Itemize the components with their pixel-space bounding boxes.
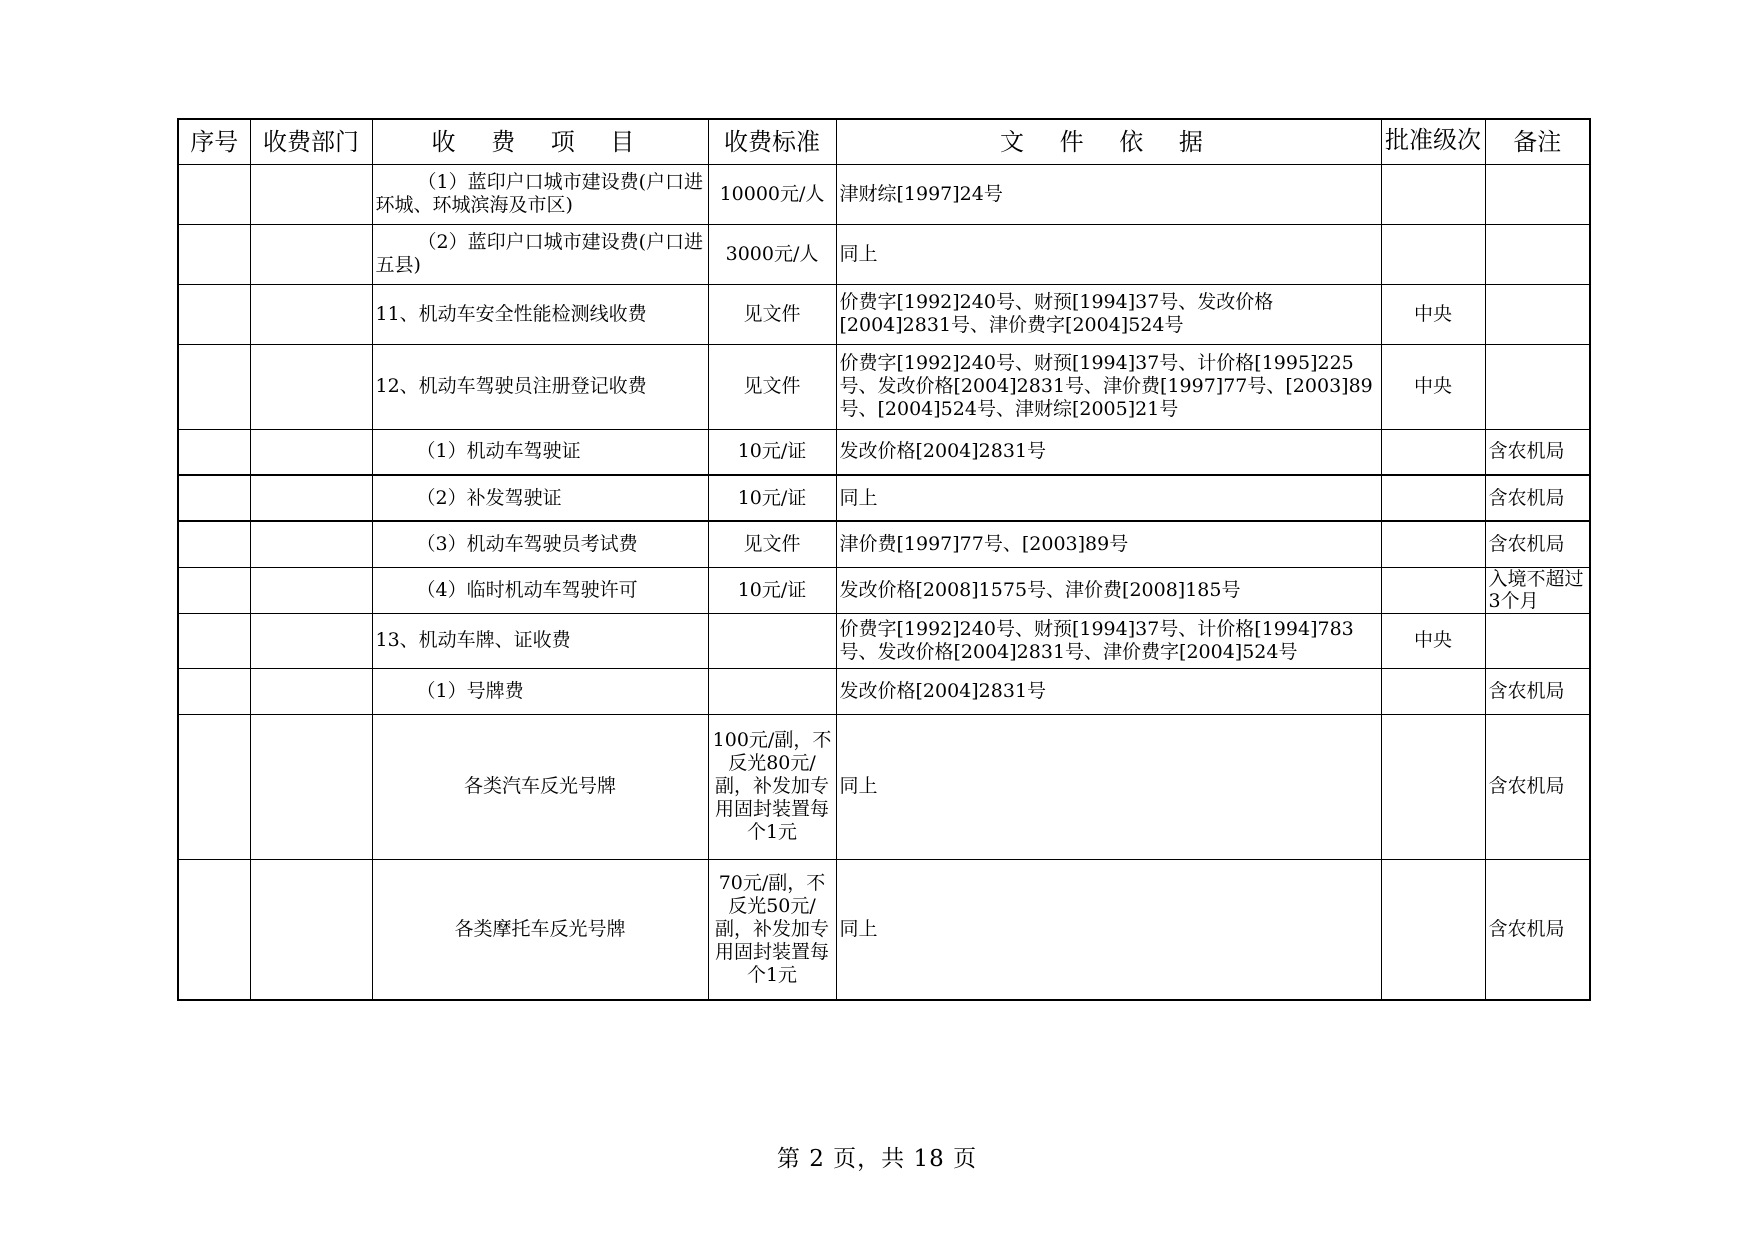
remark-cell: 含农机局 xyxy=(1485,429,1590,475)
dept-cell xyxy=(250,164,372,224)
remark-cell xyxy=(1485,284,1590,344)
seq-cell xyxy=(178,613,250,668)
basis-cell: 发改价格[2004]2831号 xyxy=(836,668,1381,714)
remark-cell xyxy=(1485,224,1590,284)
seq-cell xyxy=(178,284,250,344)
table-row xyxy=(178,429,1590,475)
basis-cell: 价费字[1992]240号、财预[1994]37号、计价格[1994]783号、发改价格[2004]2831号、津价费字[2004]524号 xyxy=(836,613,1381,668)
remark-text: 入境不超过3个月 xyxy=(1488,568,1584,612)
basis-cell: 同上 xyxy=(836,859,1381,1000)
remark-cell: 含农机局 xyxy=(1485,714,1590,859)
remark-cell xyxy=(1485,344,1590,429)
dept-cell xyxy=(250,521,372,567)
remark-cell xyxy=(1485,567,1590,613)
header-row xyxy=(178,119,1590,164)
standard-cell: 100元/副，不反光80元/副，补发加专用固封装置每个1元 xyxy=(708,714,836,859)
approval-cell: 中央 xyxy=(1381,344,1485,429)
header-dept: 收费部门 xyxy=(250,119,372,164)
header-basis: 文 件 依 据 xyxy=(836,119,1381,164)
item-cell: （1）机动车驾驶证 xyxy=(372,429,708,475)
approval-cell xyxy=(1381,224,1485,284)
basis-cell: 同上 xyxy=(836,475,1381,521)
approval-cell xyxy=(1381,475,1485,521)
seq-cell xyxy=(178,521,250,567)
standard-cell: 见文件 xyxy=(708,344,836,429)
standard-cell: 10000元/人 xyxy=(708,164,836,224)
approval-cell: 中央 xyxy=(1381,613,1485,668)
dept-cell xyxy=(250,859,372,1000)
table-row xyxy=(178,344,1590,429)
item-cell: 11、机动车安全性能检测线收费 xyxy=(372,284,708,344)
item-cell: （1）蓝印户口城市建设费(户口进环城、环城滨海及市区) xyxy=(372,164,708,224)
dept-cell xyxy=(250,613,372,668)
basis-cell: 同上 xyxy=(836,714,1381,859)
header-item: 收 费 项 目 xyxy=(372,119,708,164)
table-row xyxy=(178,859,1590,1000)
seq-cell xyxy=(178,164,250,224)
table-row xyxy=(178,164,1590,224)
dept-cell xyxy=(250,284,372,344)
table-row xyxy=(178,668,1590,714)
seq-cell xyxy=(178,224,250,284)
page-footer: 第 2 页，共 18 页 xyxy=(776,1146,978,1172)
basis-cell: 发改价格[2008]1575号、津价费[2008]185号 xyxy=(836,567,1381,613)
approval-cell xyxy=(1381,567,1485,613)
item-cell: （2）补发驾驶证 xyxy=(372,475,708,521)
header-standard: 收费标准 xyxy=(708,119,836,164)
seq-cell xyxy=(178,668,250,714)
item-cell: 13、机动车牌、证收费 xyxy=(372,613,708,668)
standard-cell: 10元/证 xyxy=(708,475,836,521)
remark-cell: 含农机局 xyxy=(1485,475,1590,521)
standard-cell: 10元/证 xyxy=(708,429,836,475)
remark-cell: 含农机局 xyxy=(1485,668,1590,714)
table-row xyxy=(178,567,1590,613)
standard-cell: 10元/证 xyxy=(708,567,836,613)
dept-cell xyxy=(250,224,372,284)
dept-cell xyxy=(250,668,372,714)
dept-cell xyxy=(250,567,372,613)
basis-cell: 津财综[1997]24号 xyxy=(836,164,1381,224)
seq-cell xyxy=(178,475,250,521)
header-remark: 备注 xyxy=(1485,119,1590,164)
seq-cell xyxy=(178,344,250,429)
item-cell: （4）临时机动车驾驶许可 xyxy=(372,567,708,613)
item-cell: （3）机动车驾驶员考试费 xyxy=(372,521,708,567)
header-seq: 序号 xyxy=(178,119,250,164)
basis-cell: 价费字[1992]240号、财预[1994]37号、发改价格[2004]2831号、津价费字[2004]524号 xyxy=(836,284,1381,344)
standard-cell xyxy=(708,668,836,714)
header-approval-label: 批准级次 xyxy=(1385,125,1481,154)
approval-cell xyxy=(1381,859,1485,1000)
basis-cell: 价费字[1992]240号、财预[1994]37号、计价格[1995]225号、发改价格[2004]2831号、津价费[1997]77号、[2003]89号、[2004]524号、津财综[2005]21号 xyxy=(836,344,1381,429)
item-cell: 各类摩托车反光号牌 xyxy=(372,859,708,1000)
dept-cell xyxy=(250,429,372,475)
seq-cell xyxy=(178,859,250,1000)
remark-cell: 含农机局 xyxy=(1485,521,1590,567)
table-row xyxy=(178,224,1590,284)
standard-cell: 3000元/人 xyxy=(708,224,836,284)
approval-cell xyxy=(1381,164,1485,224)
item-cell: 各类汽车反光号牌 xyxy=(372,714,708,859)
approval-cell xyxy=(1381,429,1485,475)
seq-cell xyxy=(178,429,250,475)
item-cell: 12、机动车驾驶员注册登记收费 xyxy=(372,344,708,429)
header-approval xyxy=(1381,119,1485,164)
item-cell: （1）号牌费 xyxy=(372,668,708,714)
dept-cell xyxy=(250,475,372,521)
fee-table xyxy=(177,118,1591,1001)
basis-cell: 津价费[1997]77号、[2003]89号 xyxy=(836,521,1381,567)
standard-cell: 见文件 xyxy=(708,284,836,344)
table-row xyxy=(178,714,1590,859)
dept-cell xyxy=(250,714,372,859)
standard-cell: 70元/副，不反光50元/副，补发加专用固封装置每个1元 xyxy=(708,859,836,1000)
approval-cell xyxy=(1381,521,1485,567)
seq-cell xyxy=(178,714,250,859)
basis-cell: 发改价格[2004]2831号 xyxy=(836,429,1381,475)
approval-cell: 中央 xyxy=(1381,284,1485,344)
table-row xyxy=(178,521,1590,567)
remark-cell xyxy=(1485,613,1590,668)
table-row xyxy=(178,475,1590,521)
basis-cell: 同上 xyxy=(836,224,1381,284)
approval-cell xyxy=(1381,714,1485,859)
seq-cell xyxy=(178,567,250,613)
table-row xyxy=(178,613,1590,668)
dept-cell xyxy=(250,344,372,429)
remark-cell xyxy=(1485,164,1590,224)
item-cell: （2）蓝印户口城市建设费(户口进五县) xyxy=(372,224,708,284)
table-row xyxy=(178,284,1590,344)
standard-cell: 见文件 xyxy=(708,521,836,567)
remark-cell: 含农机局 xyxy=(1485,859,1590,1000)
standard-cell xyxy=(708,613,836,668)
approval-cell xyxy=(1381,668,1485,714)
